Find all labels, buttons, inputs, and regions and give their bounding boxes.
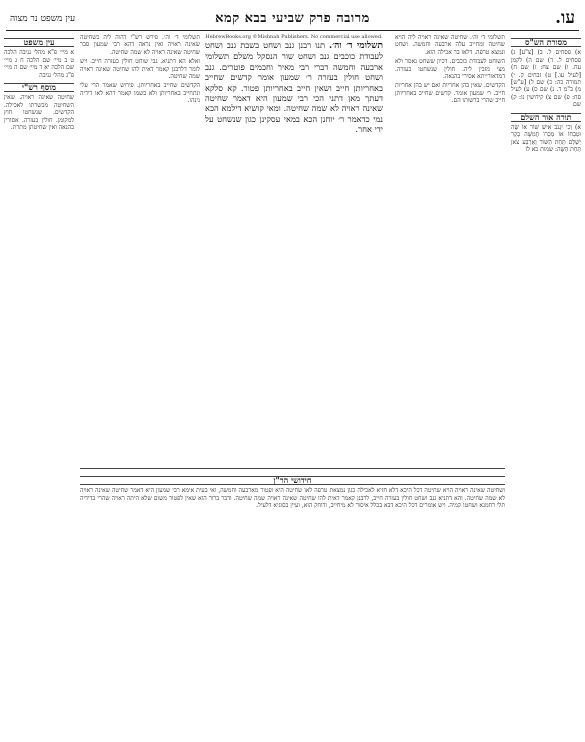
gemara-text — [205, 40, 383, 366]
page-number: עו. — [555, 8, 575, 28]
bottom-commentary-text: ושחיטה שאינה ראויה הויא שחיטה דכל היכא דלא חזיא לאכילה כגון נמצאת טרפה לאו שחיטה היא ופטור מארבעה וחמשה, ואי בעית אימא רבי שמעון היא דאמר שחיטה שאינה ראויה לא שמה שחיטה. והא דתניא גנב ושחט חולין בעזרה חייב, לרבנן קאמר דאית להו שחיטה שאינה ראויה שמה שחיטה. ודבר ברור הוא שאין לפטור משום שלא היתה ראויה שהרי בדידיה תלי רחמנא ושחטו קמיה. ויש אומרים דכל היכא דבא בכלל איסור לא מיחייב, ודוחק הוא, ועיין בסוגיא דלעיל. — [80, 487, 505, 510]
bottom-commentary-heading: חידושי הר"ן — [80, 476, 505, 485]
musaf-rashi-text: שחיטה שאינה ראויה. שאין השחיטה מכשרתו לאכילה. הקדשים. שנשחטו חוץ למקומן. חולין בעזרה. אסורין בהנאה ואין שחיטתן מתרת. — [4, 94, 74, 132]
torah-or-heading: תורה אור השלם — [511, 113, 581, 122]
rashi-commentary — [395, 34, 505, 466]
bottom-commentary — [80, 472, 505, 734]
page-header — [6, 8, 579, 31]
masoret-hashas-heading: מסורת הש"ס — [511, 38, 581, 47]
page-title: מרובה פרק שביעי בבא קמא — [215, 11, 370, 26]
tosafot-paragraph: תשלומי ד׳ וה׳. פירש רש"י דהוה ליה כשחיטה שאינה ראויה ואין נראה דהא רבי שמעון סבר שחיטה שאינה ראויה לא שמה שחיטה. — [80, 34, 200, 56]
ein-mishpat-heading: עין משפט — [4, 38, 74, 47]
tosafot-commentary — [80, 34, 200, 466]
divider-line — [80, 468, 505, 469]
musaf-rashi-heading: מוסף רש"י — [4, 83, 74, 92]
copyright-notice: HebrewBooks.org ©Mishnah Publishers. No commercial use allowed. — [205, 34, 383, 40]
rashi-paragraph: השוחט לעבודת כוכבים. דכיון ששחט נאסר ולא מצי מזבין ליה. חולין שנשחטו בעזרה. דמדאורייתא אסירי בהנאה. — [395, 58, 505, 81]
masoret-hashas-text: א) פסחים ל. ב) [צ"ע] ג) פסחים ל. ד) שם ה) לקמן עח. ו) שם צח: ז) שם ח) [לעיל עו.] ט) זבחים ק. י) תמורה כה: כ) שם ל) [ע"ש] מ) ב"מ ד. נ) שם ס) ע) לעיל סח: פ) שם צ) קידושין נו: ק) שם — [511, 49, 581, 109]
gemara-body: תנו רבנן גנב ושחט בשבת גנב ושחט לעבודת כוכבים גנב ושחט שור הנסקל משלם תשלומי ארבעה וחמשה דברי רבי מאיר וחכמים פוטרים. גנב ושחט חולין בעזרה ר׳ שמעון אומר קדשים שחייב באחריותן חייב ושאין חייב באחריותן פטור. קא סלקא דעתך מאן דתני הכי רבי שמעון היא דאמר שחיטה שאינה ראויה לא שמה שחיטה. ומאי קושיא דילמא הכא נמי כדאמר ר׳ יוחנן הכא במאי עסקינן כגון שנשחט על ידי אחר. — [205, 40, 383, 135]
masoret-hashas-column — [511, 34, 581, 734]
rashi-paragraph: הקדשים. שאין בהן אחריות ואם יש בהן אחריות חייב. ר׳ שמעון אומר. קדשים שחייב באחריותן חייב שהרי ברשותו הם. — [395, 82, 505, 105]
ein-mishpat-text: א מיי׳ פ"א מהל׳ גניבה הלכה ט ב מיי׳ שם הלכה ח ג מיי׳ שם הלכה יא ד מיי׳ שם ה מיי׳ פ"ג מהל׳ גניבה — [4, 49, 74, 79]
tosafot-paragraph: ואלא הא דתניא. גבי שוחט חולין בעזרה חייב. ויש לומר דלרבנן קאמר דאית להו שחיטה שאינה ראויה שמה שחיטה. — [80, 58, 200, 81]
rashi-paragraph: תשלומי ד׳ וה׳. שחיטה שאינה ראויה ליה הויא שחיטה ומחייב עלה ארבעה וחמשה. ושחט ונמצא טרפה. דלאו בר אכילה הוא. — [395, 34, 505, 56]
torah-or-text: א) וְכִי יִגְנֹב אִישׁ שׁוֹר אוֹ שֶׂה וּטְבָחוֹ אוֹ מְכָרוֹ חֲמִשָּׁה בָקָר יְשַׁלֵּם תַּחַת הַשּׁוֹר וְאַרְבַּע צֹאן תַּחַת הַשֶּׂה: שמות כא לז — [511, 124, 581, 154]
tosafot-paragraph: הקדשים שחייב באחריותן. פירוש שאמר הרי עלי ונתחייב באחריותן ולא בשמו קאמר דהא לאו דידיה נינהו. — [80, 82, 200, 105]
gemara-lead-words: תשלומי ד׳ וה׳. — [328, 41, 383, 51]
ein-mishpat-column — [4, 34, 74, 734]
header-left-label: עין משפט נר מצוה — [10, 14, 76, 24]
